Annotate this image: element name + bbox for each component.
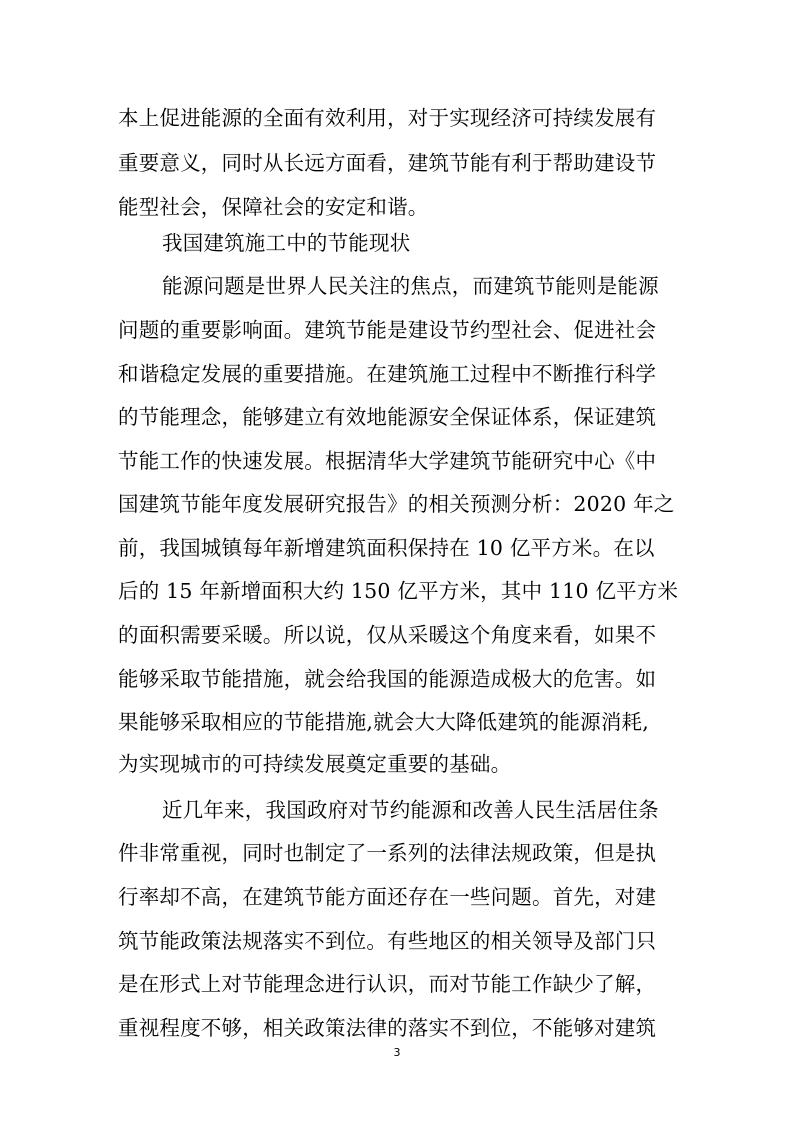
text-line: 果能够采取相应的节能措施,就会大大降低建筑的能源消耗, — [118, 710, 649, 734]
page-number: 3 — [393, 1046, 401, 1059]
text-line: 问题的重要影响面。建筑节能是建设节约型社会、促进社会 — [118, 318, 657, 342]
text-line: 的面积需要采暖。所以说，仅从采暖这个角度来看，如果不 — [118, 623, 657, 647]
section-heading: 我国建筑施工中的节能现状 — [162, 231, 411, 255]
text-line: 是在形式上对节能理念进行认识，而对节能工作缺少了解， — [118, 972, 657, 996]
text-line: 筑节能政策法规落实不到位。有些地区的相关领导及部门只 — [118, 929, 657, 953]
text-line: 能够采取节能措施，就会给我国的能源造成极大的危害。如 — [118, 667, 657, 691]
text-line: 后的 15 年新增面积大约 150 亿平方米，其中 110 亿平方米 — [118, 579, 679, 603]
paragraph-first-line: 近几年来，我国政府对节约能源和改善人民生活居住条 — [162, 798, 659, 822]
text-line: 重要意义，同时从长远方面看，建筑节能有利于帮助建设节 — [118, 151, 657, 175]
paragraph-first-line: 能源问题是世界人民关注的焦点，而建筑节能则是能源 — [162, 274, 659, 298]
text-line: 的节能理念，能够建立有效地能源安全保证体系，保证建筑 — [118, 405, 657, 429]
text-line: 行率却不高，在建筑节能方面还存在一些问题。首先，对建 — [118, 885, 657, 909]
text-line: 和谐稳定发展的重要措施。在建筑施工过程中不断推行科学 — [118, 362, 657, 386]
text-line: 前，我国城镇每年新增建筑面积保持在 10 亿平方米。在以 — [118, 536, 655, 560]
text-line: 国建筑节能年度发展研究报告》的相关预测分析：2020 年之 — [118, 492, 675, 516]
text-line: 本上促进能源的全面有效利用，对于实现经济可持续发展有 — [118, 106, 657, 130]
text-line: 为实现城市的可持续发展奠定重要的基础。 — [118, 752, 512, 776]
text-line: 能型社会，保障社会的安定和谐。 — [118, 195, 429, 219]
text-line: 重视程度不够，相关政策法律的落实不到位，不能够对建筑 — [118, 1016, 657, 1040]
text-line: 件非常重视，同时也制定了一系列的法律法规政策，但是执 — [118, 841, 657, 865]
text-line: 节能工作的快速发展。根据清华大学建筑节能研究中心《中 — [118, 449, 657, 473]
